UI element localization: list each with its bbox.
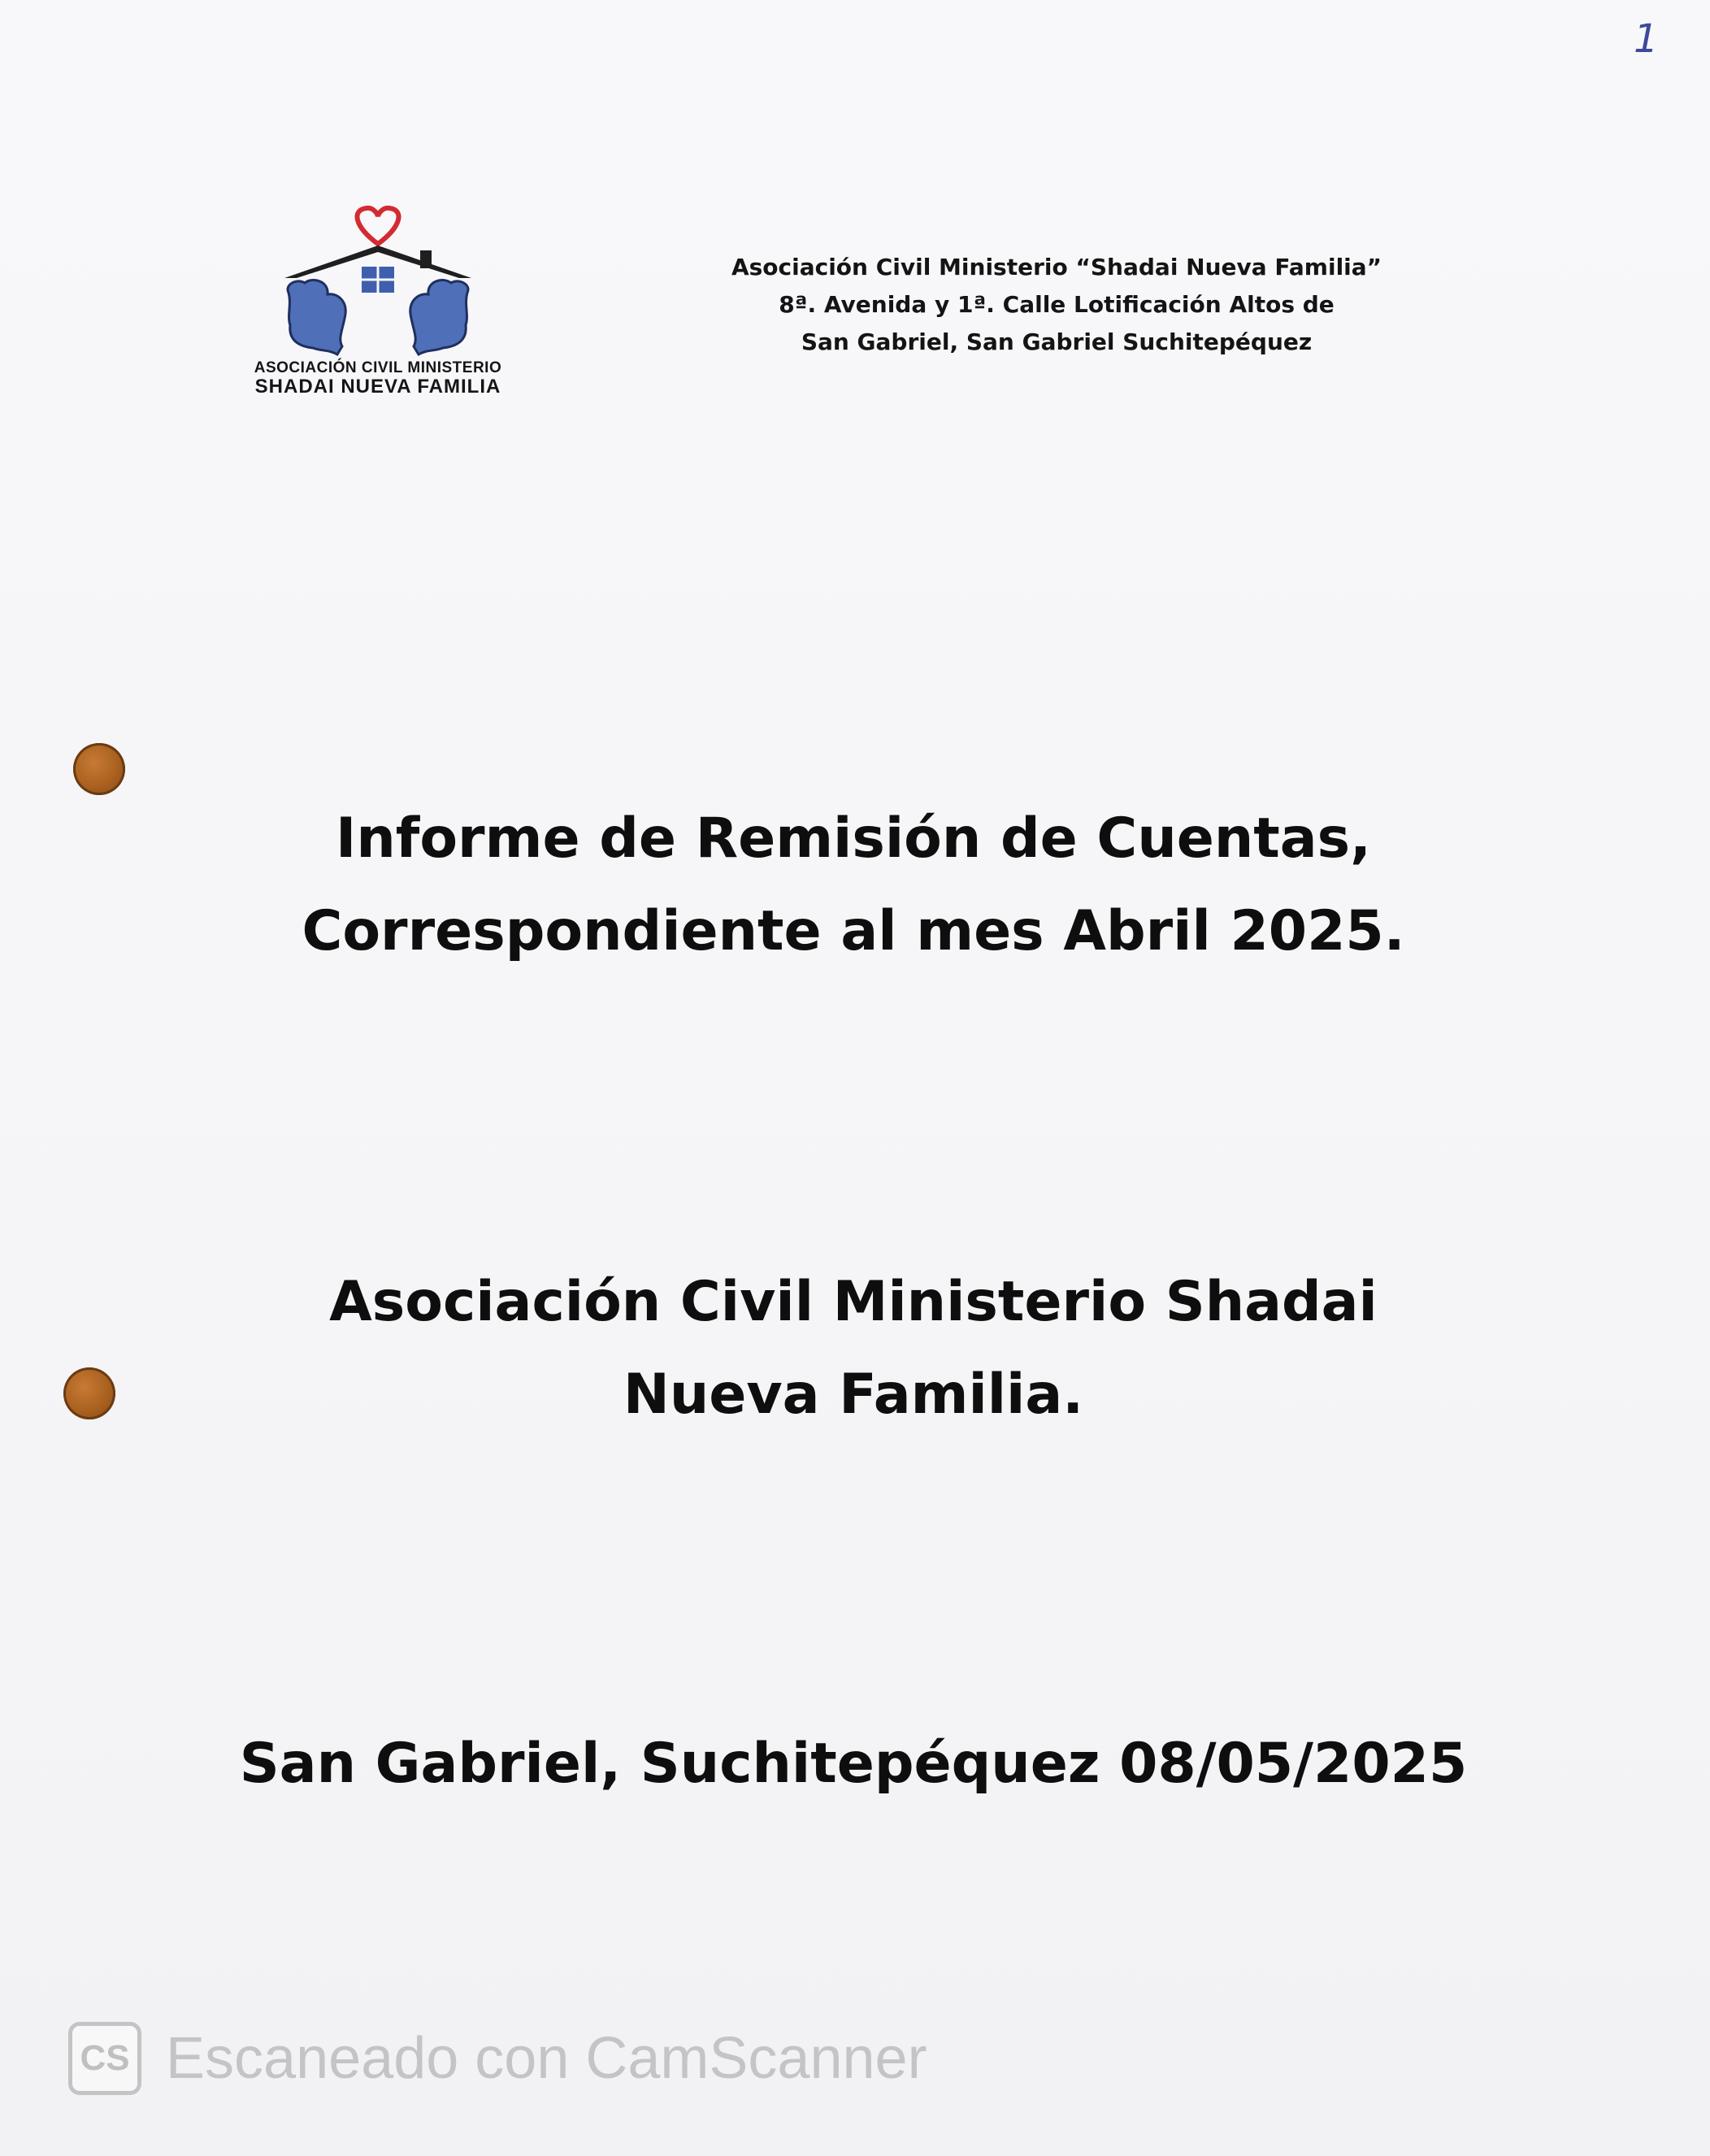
logo-text-line-2: SHADAI NUEVA FAMILIA <box>254 376 501 398</box>
header-address <box>699 249 1414 361</box>
organization-name-line: Asociación Civil Ministerio Shadai <box>329 1270 1378 1334</box>
report-title <box>163 793 1544 978</box>
address-line: Asociación Civil Ministerio “Shadai Nueva Familia” <box>731 254 1382 280</box>
family-figures-left-icon <box>288 280 345 354</box>
camscanner-logo-icon: CS <box>68 2022 141 2095</box>
handwritten-page-number: 1 <box>1634 16 1659 62</box>
organization-name <box>163 1256 1544 1441</box>
address-line: 8ª. Avenida y 1ª. Calle Lotificación Altos de <box>779 291 1335 318</box>
watermark-text: Escaneado con CamScanner <box>166 2026 927 2091</box>
punch-hole-bottom <box>63 1367 115 1419</box>
punch-hole-top <box>73 743 125 795</box>
place-and-date: San Gabriel, Suchitepéquez 08/05/2025 <box>239 1732 1468 1796</box>
window-icon <box>362 267 394 293</box>
house-family-logo-icon <box>207 203 549 362</box>
camscanner-watermark <box>68 2019 927 2097</box>
heart-icon <box>357 208 398 244</box>
organization-logo <box>207 203 549 406</box>
report-title-line: Correspondiente al mes Abril 2025. <box>302 899 1405 963</box>
address-line: San Gabriel, San Gabriel Suchitepéquez <box>801 328 1313 355</box>
family-figures-right-icon <box>410 280 468 354</box>
logo-text-line-1: ASOCIACIÓN CIVIL MINISTERIO <box>254 359 502 376</box>
organization-name-line: Nueva Familia. <box>623 1363 1084 1427</box>
report-title-line: Informe de Remisión de Cuentas, <box>336 806 1371 871</box>
